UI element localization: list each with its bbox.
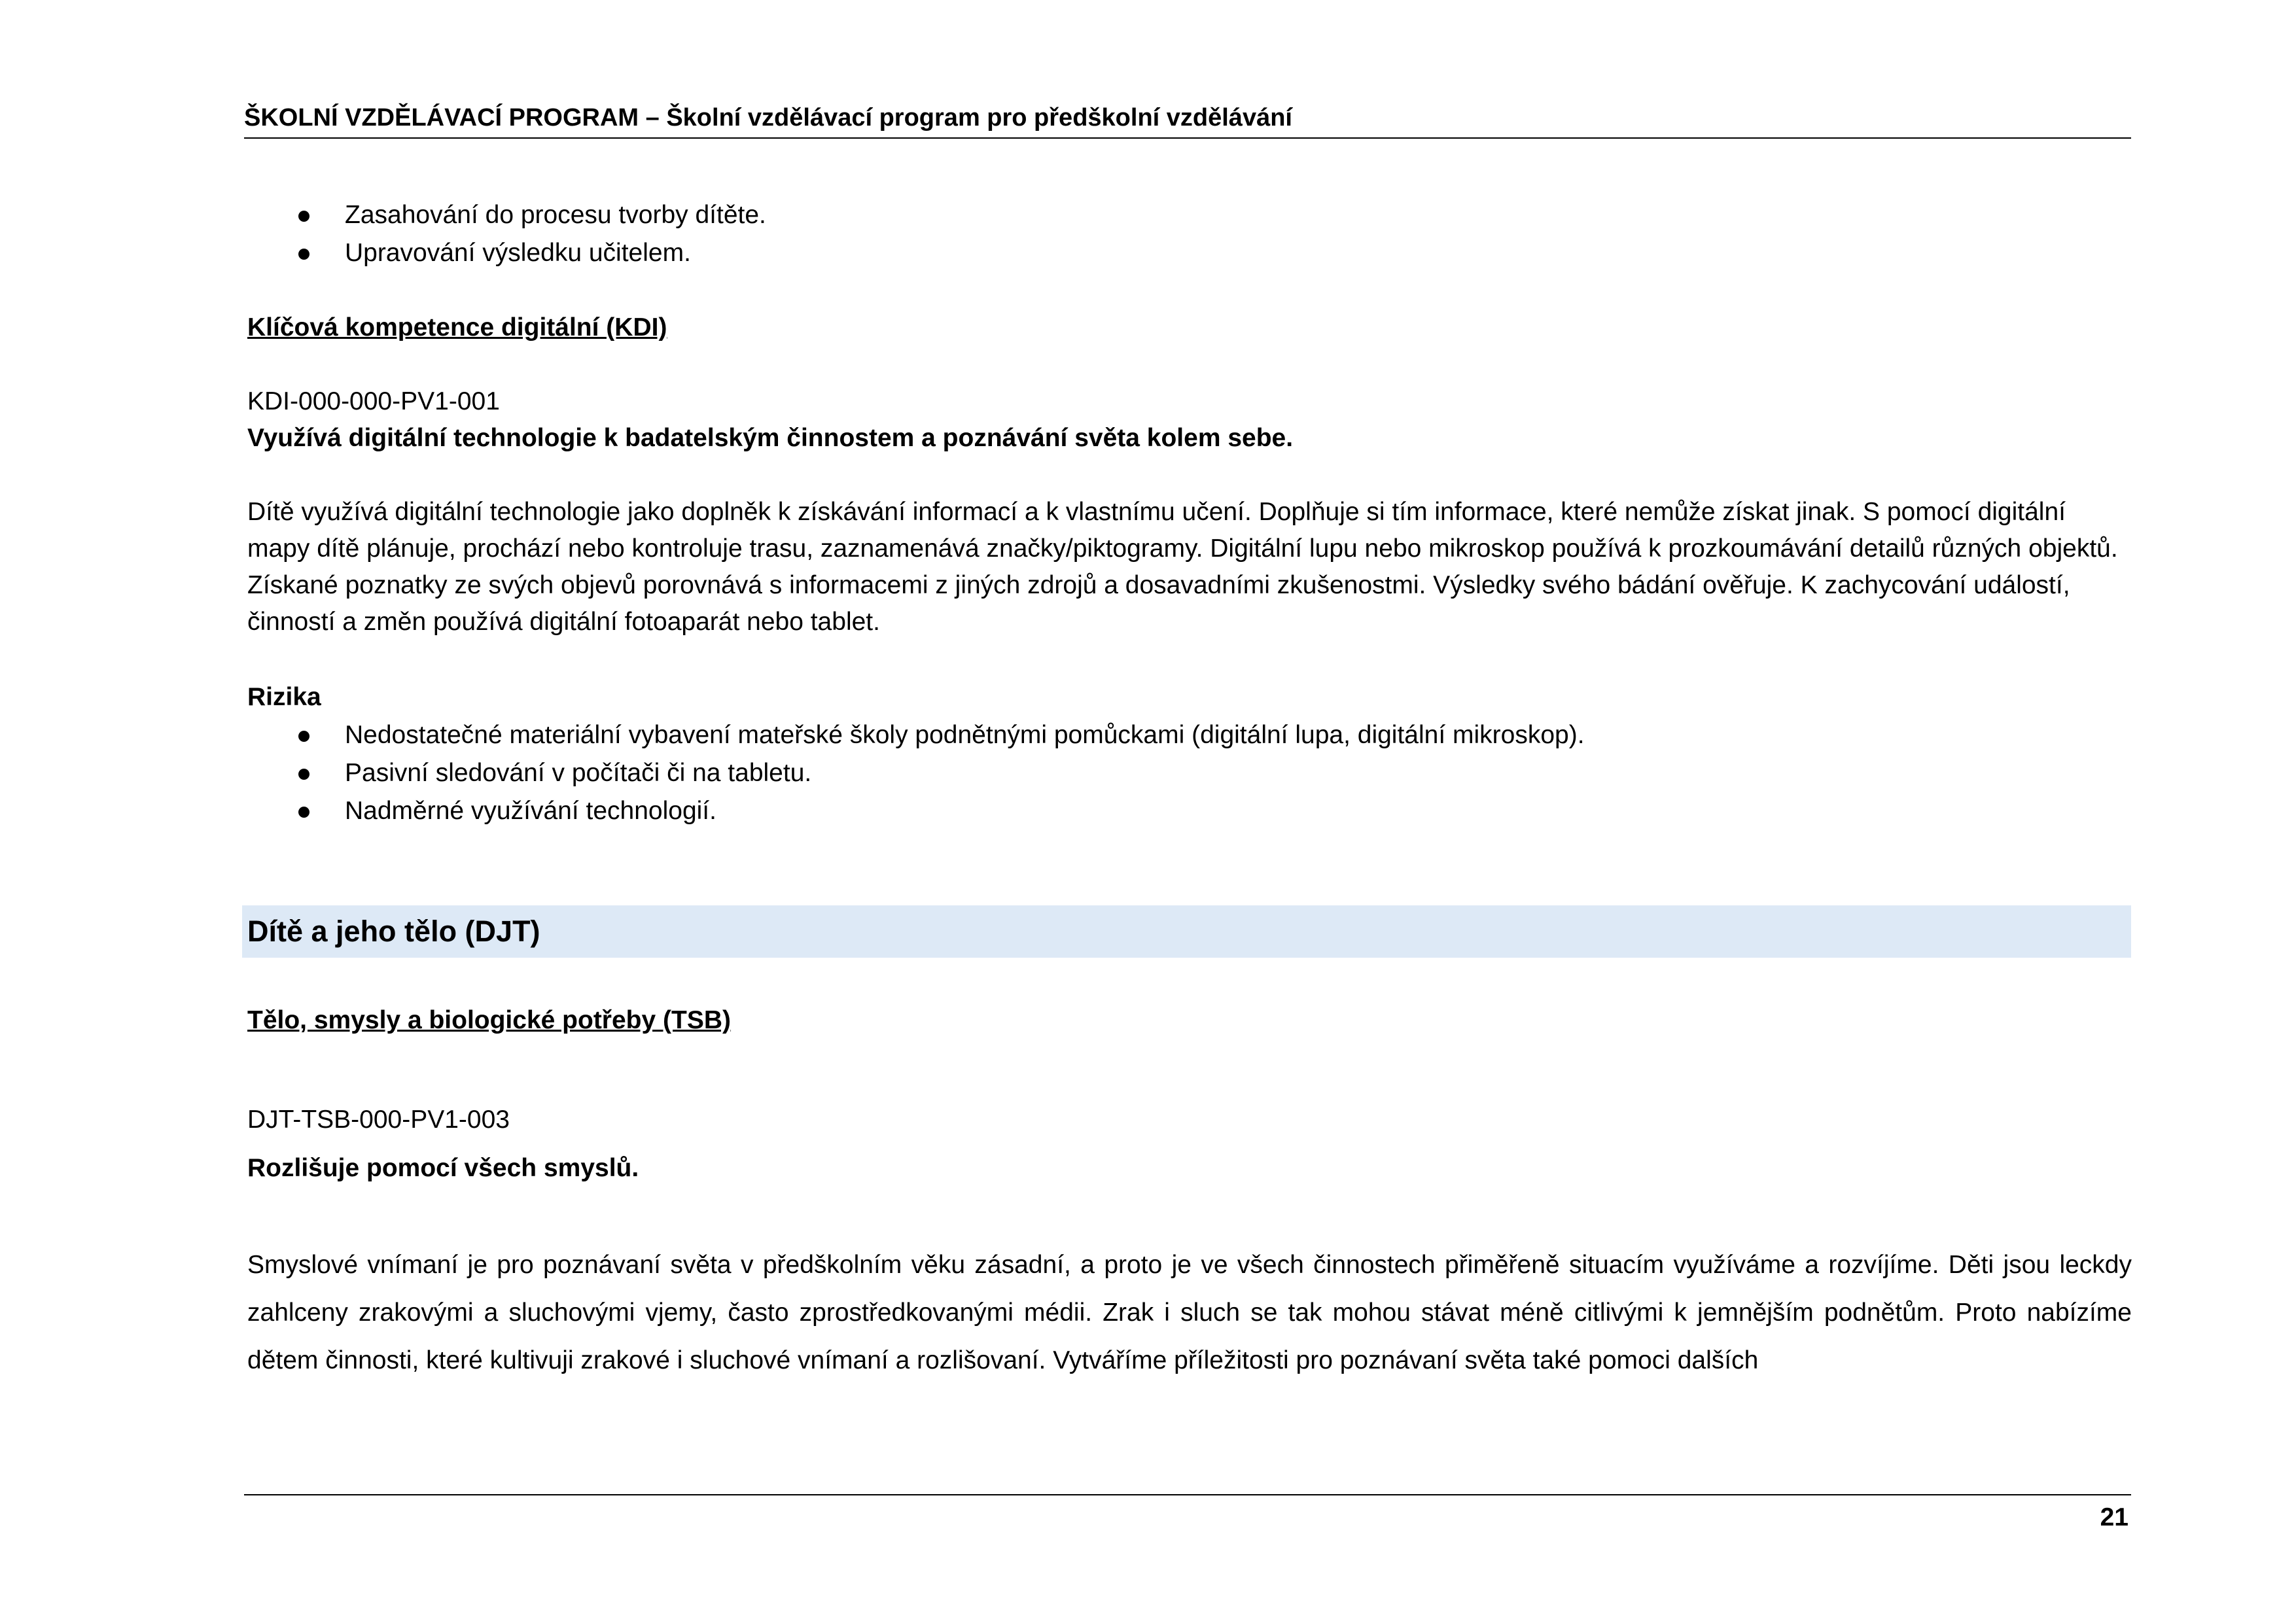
risks-heading: Rizika [247, 683, 321, 711]
intro-bullet-list [247, 196, 2132, 272]
list-item: Nedostatečné materiální vybavení mateřské školy podnětnými pomůckami (digitální lupa, digitální mikroskop). [247, 716, 2132, 754]
kdi-paragraph: Dítě využívá digitální technologie jako doplněk k získávání informací a k vlastnímu učení. Doplňuje si tím informace, které nemůže získat jinak. S pomocí digitální mapy dítě plánuje, prochází nebo kontroluje trasu, zaznamenává značky/piktogramy. Digitální lupu nebo mikroskop používá k prozkoumávání detailů různých objektů. Získané poznatky ze svých objevů porovnává s informacemi z jiných zdrojů a dosavadními zkušenostmi. Výsledky svého bádání ověřuje. K zachycování událostí, činností a změn používá digitální fotoaparát nebo tablet. [247, 498, 2118, 636]
tsb-code: DJT-TSB-000-PV1-003 [247, 1106, 510, 1134]
kdi-statement: Využívá digitální technologie k badatelským činnostem a poznávání světa kolem sebe. [247, 424, 1294, 452]
tsb-heading: Tělo, smysly a biologické potřeby (TSB) [247, 1006, 732, 1034]
kdi-heading: Klíčová kompetence digitální (KDI) [247, 313, 667, 341]
kdi-code: KDI-000-000-PV1-001 [247, 387, 500, 415]
tsb-paragraph: Smyslové vnímaní je pro poznávaní světa v předškolním věku zásadní, a proto je ve všech činnostech přiměřeně situacím využíváme a rozvíjíme. Děti jsou leckdy zahlceny zrakovými a sluchovými vjemy, často zprostředkovanými médii. Zrak i sluch se tak mohou stávat méně citlivými k jemnějším podnětům. Proto nabízíme dětem činnosti, které kultivuji zrakové i sluchové vnímaní a rozlišovaní. Vytváříme příležitosti pro poznávaní světa také pomoci dalších [247, 1251, 2132, 1374]
page-header: ŠKOLNÍ VZDĚLÁVACÍ PROGRAM – Školní vzdělávací program pro předškolní vzdělávání [244, 98, 2131, 139]
footer-divider [244, 1494, 2131, 1495]
risks-list [247, 716, 2132, 830]
section-title: Dítě a jeho tělo (DJT) [247, 915, 540, 948]
list-item: Upravování výsledku učitelem. [247, 234, 2132, 272]
page-number: 21 [2100, 1503, 2128, 1531]
section-heading-band [242, 905, 2131, 958]
list-item: Pasivní sledování v počítači či na tabletu. [247, 754, 2132, 792]
list-item: Nadměrné využívání technologií. [247, 792, 2132, 830]
list-item: Zasahování do procesu tvorby dítěte. [247, 196, 2132, 234]
tsb-statement: Rozlišuje pomocí všech smyslů. [247, 1154, 639, 1182]
